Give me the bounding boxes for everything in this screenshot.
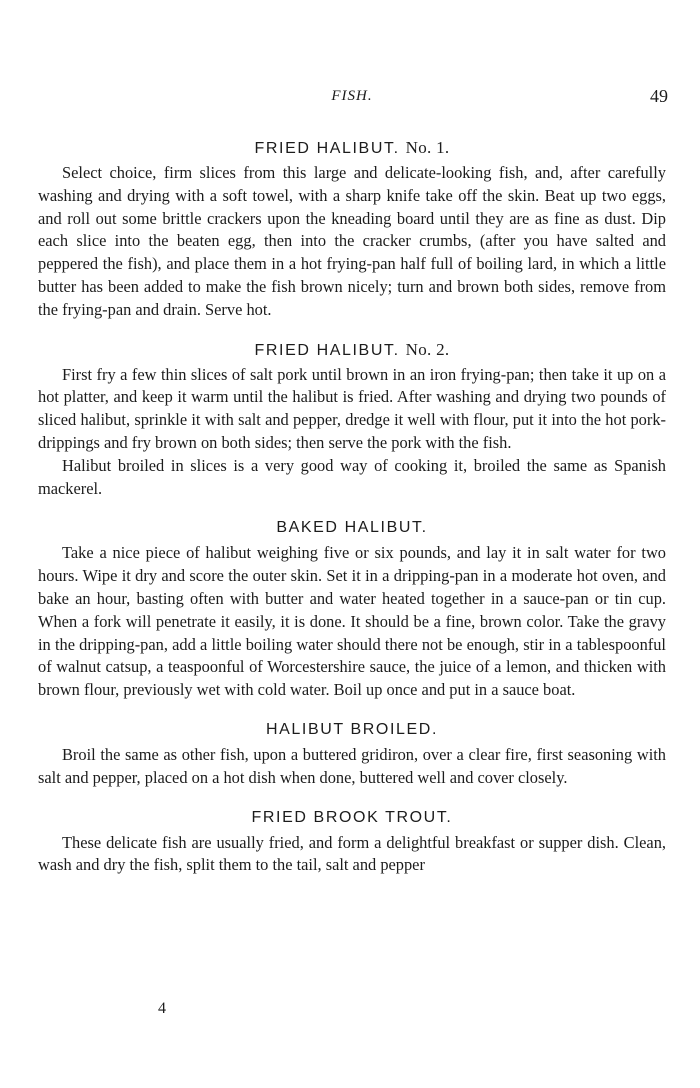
page-content	[38, 136, 666, 877]
recipe-title	[38, 806, 666, 832]
recipe-paragraph: Broil the same as other fish, upon a buttered gridiron, over a clear fire, first seasoning with salt and pepper, placed on a hot dish when done, buttered well and cover closely.	[38, 744, 666, 787]
book-page	[38, 0, 666, 1088]
recipe-title	[38, 338, 666, 364]
recipe-title	[38, 718, 666, 744]
signature-mark: 4	[158, 1000, 166, 1017]
page-number: 49	[650, 86, 668, 106]
recipe-fried-brook-trout	[38, 806, 666, 878]
recipe-fried-halibut-2	[38, 338, 666, 501]
recipe-title-text: FRIED HALIBUT.	[254, 341, 400, 359]
recipe-paragraph: Take a nice piece of halibut weighing five or six pounds, and lay it in salt water for two hours. Wipe it dry and score the outer skin. Set it in a dripping-pan in a moderate hot oven, and bake an hour, basting often with butter and water heated together in a sauce-pan or tin cup. When a fork will penetrate it easily, it is done. It should be a fine, brown color. Take the gravy in the dripping-pan, add a little boiling water should there not be enough, stir in a tablespoonful of walnut catsup, a teaspoonful of Worcestershire sauce, the juice of a lemon, and thicken with brown flour, previously wet with cold water. Boil up once and put in a sauce boat.	[38, 543, 666, 700]
running-head	[38, 88, 666, 112]
recipe-paragraph: These delicate fish are usually fried, and form a delightful breakfast or supper dish. Clean, wash and dry the fish, split them to the tail, salt and pepper	[38, 832, 666, 875]
recipe-fried-halibut-1	[38, 136, 666, 322]
recipe-title-text: FRIED HALIBUT.	[254, 140, 400, 157]
recipe-title-text: HALIBUT BROILED.	[265, 720, 438, 738]
recipe-number: No. 2.	[405, 339, 450, 359]
recipe-halibut-broiled	[38, 718, 666, 790]
recipe-number: No. 1.	[405, 138, 450, 157]
recipe-paragraph: First fry a few thin slices of salt pork until brown in an iron frying-pan; then take it up on a hot platter, and keep it warm until the halibut is fried. After washing and drying two pounds of sliced halibut, sprinkle it with salt and pepper, dredge it well with flour, put it into the hot pork-drippings and fry brown on both sides; then serve the pork with the fish.	[38, 364, 666, 452]
recipe-title	[38, 136, 666, 162]
recipe-title-text: BAKED HALIBUT.	[276, 519, 428, 537]
recipe-title	[38, 516, 666, 542]
running-title: FISH.	[331, 88, 373, 104]
recipe-paragraph: Halibut broiled in slices is a very good way of cooking it, broiled the same as Spanish mackerel.	[38, 455, 666, 498]
recipe-title-text: FRIED BROOK TROUT.	[251, 808, 453, 826]
recipe-baked-halibut	[38, 516, 666, 702]
recipe-paragraph: Select choice, firm slices from this large and delicate-looking fish, and, after carefully washing and drying with a soft towel, with a sharp knife take off the skin. Beat up two eggs, and roll out some brittle crackers upon the kneading board until they are as fine as dust. Dip each slice into the beaten egg, then into the cracker crumbs, (after you have salted and peppered the fish), and place them in a hot frying-pan half full of boiling lard, in which a little butter has been added to make the fish brown nicely; turn and brown both sides, remove from the frying-pan and drain. Serve hot.	[38, 163, 666, 319]
